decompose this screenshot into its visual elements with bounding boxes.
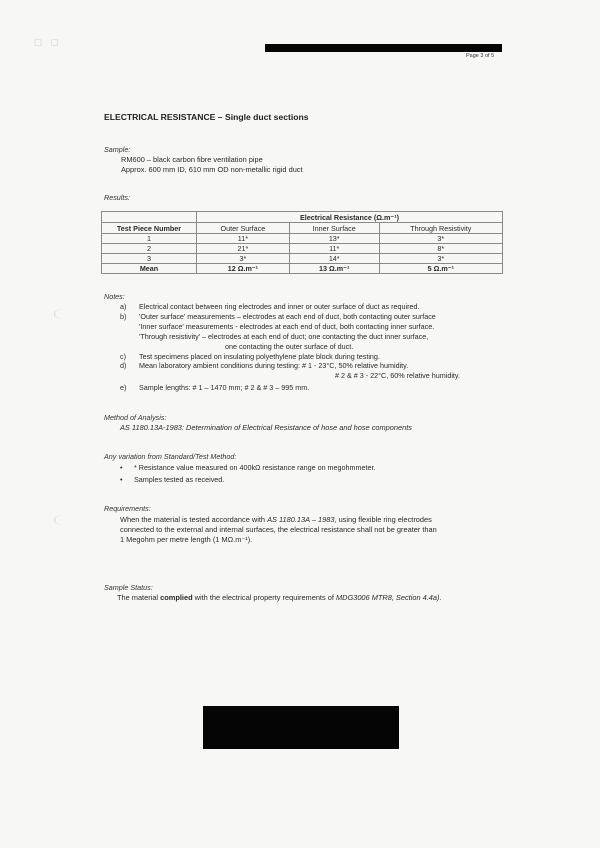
table-group-header-row: [102, 212, 503, 223]
method-label: Method of Analysis:: [104, 413, 167, 422]
cell-piece: 1: [102, 234, 197, 244]
requirements-text: , using flexible ring electrodes: [334, 515, 432, 524]
cell-inner: 13*: [289, 234, 379, 244]
variation-label: Any variation from Standard/Test Method:: [104, 452, 237, 461]
note-item: [120, 383, 520, 393]
note-text: 'Through resistivity' – electrodes at each end of duct; one contacting the duct inner surface,: [139, 331, 429, 341]
results-label: Results:: [104, 193, 130, 202]
cell-inner: 14*: [289, 254, 379, 264]
note-key: b): [120, 311, 127, 321]
redaction-bar-top: [265, 44, 502, 52]
group-header: Electrical Resistance (Ω.m⁻¹): [197, 212, 503, 223]
punch-hole-mark: [54, 515, 73, 525]
requirements-label: Requirements:: [104, 504, 151, 513]
status-text: .: [439, 593, 442, 602]
cell-through: 3*: [379, 254, 502, 264]
notes-list: [120, 302, 520, 393]
page-number: Page 3 of 5: [466, 53, 495, 59]
variation-item: [120, 475, 376, 485]
col-header-test-piece: Test Piece Number: [102, 223, 197, 234]
results-table: [101, 211, 503, 274]
note-text: Mean laboratory ambient conditions during testing: # 1 - 23°C, 50% relative humidity.: [139, 361, 409, 371]
status-text: with the electrical property requirements of: [192, 593, 336, 602]
note-text: Sample lengths: # 1 – 1470 mm; # 2 & # 3 – 995 mm.: [139, 383, 310, 393]
cell-inner: 13 Ω.m⁻¹: [289, 264, 379, 274]
col-header-inner: Inner Surface: [289, 223, 379, 234]
cell-outer: 12 Ω.m⁻¹: [197, 264, 290, 274]
note-item: [120, 352, 520, 362]
bullet-icon: •: [120, 475, 123, 484]
requirements-text: When the material is tested accordance with: [120, 515, 268, 524]
cell-through: 3*: [379, 234, 502, 244]
variation-text: Samples tested as received.: [134, 475, 225, 484]
status-line: [117, 593, 442, 602]
punch-hole-mark: [54, 309, 73, 319]
requirements-line: [120, 515, 432, 524]
note-item: [120, 312, 520, 352]
cell-outer: 3*: [197, 254, 290, 264]
status-standard: MDG3006 MTR8, Section 4.4a): [335, 593, 440, 602]
table-row: [102, 254, 503, 264]
note-key: c): [120, 351, 126, 361]
table-row: [102, 244, 503, 254]
col-header-outer: Outer Surface: [197, 223, 290, 234]
cell-through: 5 Ω.m⁻¹: [379, 264, 502, 274]
notes-label: Notes:: [104, 292, 125, 301]
table-header-row: [102, 223, 503, 234]
variation-text: * Resistance value measured on 400kΩ resistance range on megohmmeter.: [134, 463, 376, 472]
note-text: Test specimens placed on insulating polyethylene plate block during testing.: [139, 351, 380, 361]
note-text: one contacting the outer surface of duct.: [225, 341, 354, 351]
variation-item: [120, 463, 376, 473]
method-text: AS 1180.13A-1983: Determination of Electrical Resistance of hose and hose components: [120, 423, 412, 432]
table-row: [102, 234, 503, 244]
cell-outer: 21*: [197, 244, 290, 254]
col-header-through: Through Resistivity: [379, 223, 502, 234]
sample-label: Sample:: [104, 145, 131, 154]
table-mean-row: [102, 264, 503, 274]
cell-inner: 11*: [289, 244, 379, 254]
note-key: a): [120, 302, 127, 311]
status-text: The material: [117, 593, 161, 602]
note-text: 'Outer surface' measurements – electrodes at each end of duct, both contacting outer surface: [139, 311, 436, 321]
note-text: Electrical contact between ring electrodes and inner or outer surface of duct as required.: [139, 302, 420, 311]
variation-list: [120, 463, 376, 485]
status-result: complied: [160, 593, 193, 602]
bullet-icon: •: [120, 463, 123, 472]
requirements-standard: AS 1180.13A – 1983: [267, 515, 335, 524]
table-empty-cell: [102, 212, 197, 223]
section-title: ELECTRICAL RESISTANCE – Single duct sections: [104, 112, 309, 122]
note-text: # 2 & # 3 - 22°C, 60% relative humidity.: [335, 371, 460, 381]
redaction-bar-bottom: [203, 706, 399, 749]
status-label: Sample Status:: [104, 583, 153, 592]
cell-through: 8*: [379, 244, 502, 254]
sample-line: Approx. 600 mm ID, 610 mm OD non-metallic rigid duct: [121, 165, 303, 174]
cell-piece: Mean: [102, 264, 197, 274]
cell-piece: 3: [102, 254, 197, 264]
requirements-line: 1 Megohm per metre length (1 MΩ.m⁻¹).: [120, 535, 253, 544]
note-text: 'Inner surface' measurements - electrodes at each end of duct, both contacting inner surface.: [139, 321, 435, 331]
cell-outer: 11*: [197, 234, 290, 244]
note-item: [120, 361, 520, 381]
requirements-line: connected to the external and internal surfaces, the electrical resistance shall not be greater than: [120, 525, 437, 534]
note-key: d): [120, 361, 127, 371]
note-item: [120, 302, 520, 312]
sample-line: RM600 – black carbon fibre ventilation pipe: [121, 155, 263, 164]
corner-mark: ☐ ☐: [34, 38, 62, 48]
note-key: e): [120, 383, 127, 393]
cell-piece: 2: [102, 244, 197, 254]
